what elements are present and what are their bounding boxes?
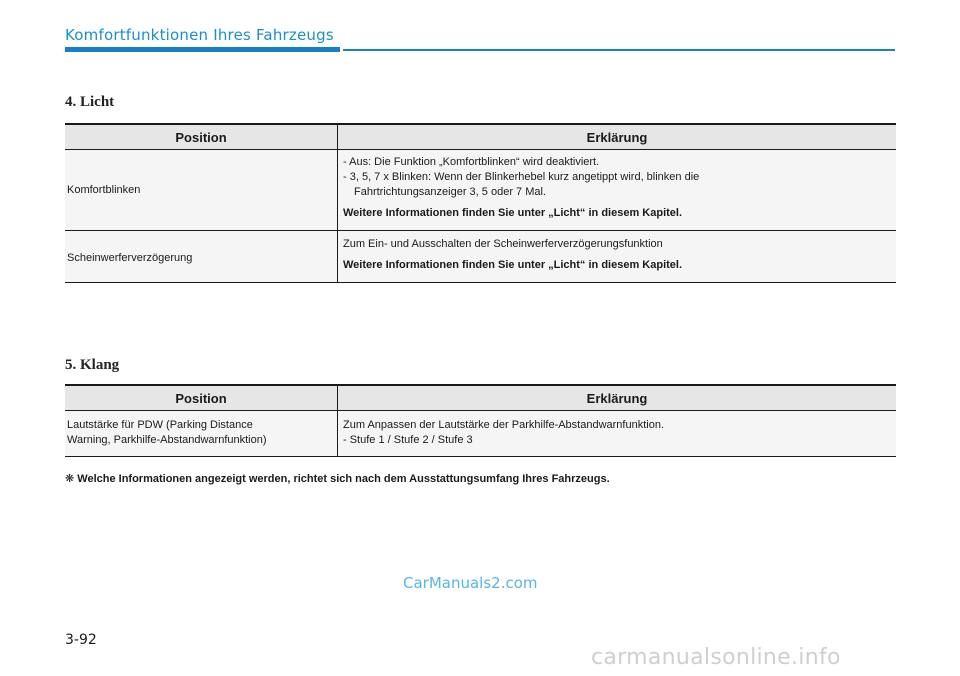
klang-table	[65, 384, 896, 457]
table-row	[65, 150, 896, 231]
row-explanation	[338, 150, 897, 231]
section-heading-klang: 5. Klang	[65, 357, 120, 373]
row-explanation	[338, 411, 897, 457]
position-line: Warning, Parkhilfe-Abstandwarnfunktion)	[67, 434, 267, 446]
column-header-erklaerung: Erklärung	[338, 385, 897, 411]
explanation-line: Zum Ein- und Ausschalten der Scheinwerferverzögerungsfunktion	[343, 238, 663, 250]
column-header-erklaerung: Erklärung	[338, 124, 897, 150]
explanation-line: - 3, 5, 7 x Blinken: Wenn der Blinkerhebel kurz angetippt wird, blinken die	[343, 171, 700, 183]
header-accent-bar	[65, 47, 340, 52]
explanation-line: - Aus: Die Funktion „Komfortblinken“ wird deaktiviert.	[343, 156, 600, 168]
explanation-line: Zum Anpassen der Lautstärke der Parkhilfe-Abstandwarnfunktion.	[343, 419, 665, 431]
table-row	[65, 231, 896, 283]
table-header-row	[65, 124, 896, 150]
row-position: Scheinwerferverzögerung	[65, 231, 338, 283]
watermark-link[interactable]: CarManuals2.com	[403, 574, 538, 592]
footnote: ❋ Welche Informationen angezeigt werden, richtet sich nach dem Ausstattungsumfang Ihres Fahrzeugs.	[65, 473, 610, 485]
section-heading-licht: 4. Licht	[65, 94, 115, 110]
row-explanation	[338, 231, 897, 283]
licht-table	[65, 123, 896, 283]
explanation-line: Fahrtrichtungsanzeiger 3, 5 oder 7 Mal.	[354, 186, 546, 198]
header-rule	[343, 49, 895, 51]
table-row	[65, 411, 896, 457]
row-position: Komfortblinken	[65, 150, 338, 231]
watermark-site: carmanualsonline.info	[591, 645, 841, 670]
page-number: 3-92	[65, 632, 97, 648]
chapter-title: Komfortfunktionen Ihres Fahrzeugs	[65, 26, 334, 44]
row-position	[65, 411, 338, 457]
column-header-position: Position	[65, 124, 338, 150]
column-header-position: Position	[65, 385, 338, 411]
reference-note: Weitere Informationen finden Sie unter „Licht“ in diesem Kapitel.	[343, 207, 683, 219]
position-line: Lautstärke für PDW (Parking Distance	[67, 419, 253, 431]
explanation-line: - Stufe 1 / Stufe 2 / Stufe 3	[343, 434, 473, 446]
reference-note: Weitere Informationen finden Sie unter „Licht“ in diesem Kapitel.	[343, 259, 683, 271]
table-header-row	[65, 385, 896, 411]
